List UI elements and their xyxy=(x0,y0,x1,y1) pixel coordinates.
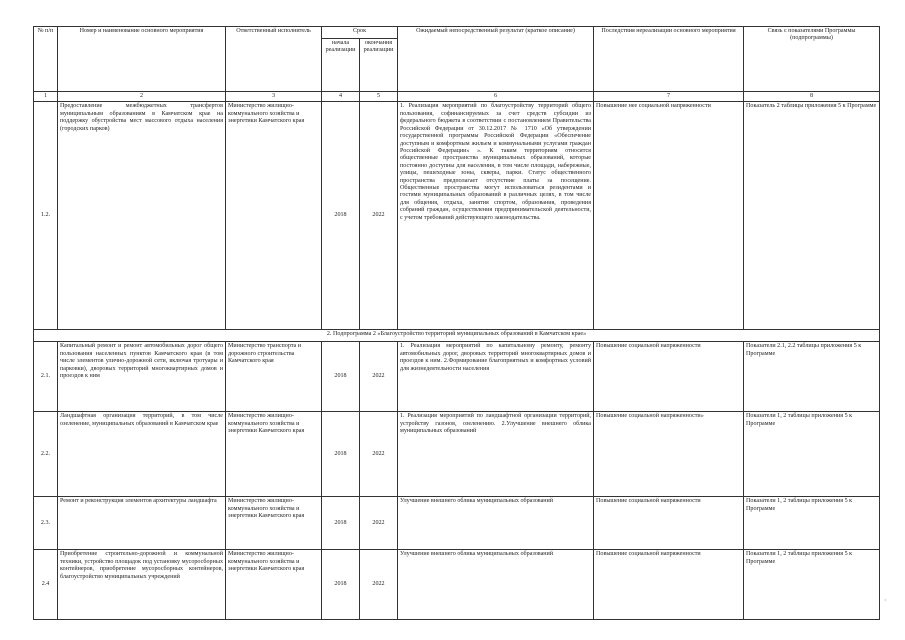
subprogram-row xyxy=(34,330,880,342)
header-term: Срок xyxy=(322,27,398,39)
end-year: 2022 xyxy=(360,342,398,412)
consequences: Повышение нее социальной напряженности xyxy=(594,102,744,330)
start-year: 2018 xyxy=(322,550,360,620)
col-number: 7 xyxy=(594,92,744,102)
row-number: 1.2. xyxy=(34,102,58,330)
executor: Министерство транспорта и дорожного строительства Камчатского края xyxy=(226,342,322,412)
consequences: Повышение социальной напряженности xyxy=(594,497,744,550)
table-row xyxy=(34,342,880,412)
consequences: Повышение социальной напряженности xyxy=(594,550,744,620)
indicator-link: Показатели 1, 2 таблицы приложения 5 к Программе xyxy=(744,550,880,620)
col-number: 4 xyxy=(322,92,360,102)
expected-result: Улучшение внешнего облика муниципальных образований xyxy=(398,497,594,550)
table-row xyxy=(34,102,880,330)
indicator-link: Показатели 1, 2 таблицы приложения 5 к Программе xyxy=(744,497,880,550)
header-consequences: Последствия нереализации основного мероприятия xyxy=(594,27,744,92)
end-year: 2022 xyxy=(360,412,398,497)
header-link: Связь с показателями Программы (подпрограммы) xyxy=(744,27,880,92)
expected-result: 1. Реализация мероприятий по благоустройству территорий общего пользования, софинансируемых за счет средств субсидии из федерального бюджета в соответствии с постановлением Правительства Российской Федерации от 30.12.2017 № 1710 «Об утверждении государственной программы Российской Федерации «Обеспечение доступным и комфортным жильем и коммунальными услугами граждан Российской Федерации» ». К таким территориям относятся общественные пространства муниципальных образований, которые постоянно доступны для населения, в том числе площади, набережные, улицы, пешеходные зоны, скверы, парки. Статус общественного пространства предполагает отсутствие платы за посещение. Общественные пространства могут использоваться резидентами и гостями муниципальных образований в различных целях, в том числе для общения, отдыха, занятия спортом, образования, проведения собраний граждан, осуществления предпринимательской деятельности, с учетом требований действующего законодательства. xyxy=(398,102,594,330)
row-number: 2.2. xyxy=(34,412,58,497)
start-year: 2018 xyxy=(322,412,360,497)
end-year: 2022 xyxy=(360,497,398,550)
header-end: окончания реализации xyxy=(360,39,398,92)
table-row xyxy=(34,412,880,497)
expected-result: Улучшение внешнего облика муниципальных образований xyxy=(398,550,594,620)
col-number: 5 xyxy=(360,92,398,102)
col-number: 3 xyxy=(226,92,322,102)
indicator-link: Показатель 2 таблицы приложения 5 к Программе xyxy=(744,102,880,330)
executor: Министерство жилищно-коммунального хозяйства и энергетики Камчатского края xyxy=(226,102,322,330)
start-year: 2018 xyxy=(322,497,360,550)
activity-name: Ландшафтная организация территорий, в том числе озеленение, муниципальных образований в Камчатском крае xyxy=(58,412,226,497)
column-number-row xyxy=(34,92,880,102)
executor: Министерство жилищно-коммунального хозяйства и энергетики Камчатского края xyxy=(226,497,322,550)
start-year: 2018 xyxy=(322,102,360,330)
row-number: 2.1. xyxy=(34,342,58,412)
col-number: 1 xyxy=(34,92,58,102)
header-row-top xyxy=(34,27,880,39)
header-name: Номер и наименование основного мероприятия xyxy=(58,27,226,92)
indicator-link: Показатели 1, 2 таблицы приложения 5 к Программе xyxy=(744,412,880,497)
executor: Министерство жилищно-коммунального хозяйства и энергетики Камчатского края xyxy=(226,550,322,620)
row-number: 2.3. xyxy=(34,497,58,550)
activities-table xyxy=(33,26,880,620)
end-year: 2022 xyxy=(360,102,398,330)
row-number: 2.4 xyxy=(34,550,58,620)
table-row xyxy=(34,550,880,620)
header-no: № п/п xyxy=(34,27,58,92)
col-number: 8 xyxy=(744,92,880,102)
indicator-link: Показатели 2.1, 2.2 таблицы приложения 5 к Программе xyxy=(744,342,880,412)
activity-name: Предоставление межбюджетных трансфертов муниципальным образованиям в Камчатском крае на поддержку обустройства мест массового отдыха населения (городских парков) xyxy=(58,102,226,330)
expected-result: 1. Реализация мероприятий по ландшафтной организации территорий, устройству газонов, озеленению. 2.Улучшение внешнего облика муниципальных образований xyxy=(398,412,594,497)
executor: Министерство жилищно-коммунального хозяйства и энергетики Камчатского края xyxy=(226,412,322,497)
subprogram-title: 2. Подпрограмма 2 «Благоустройство территорий муниципальных образований в Камчатском крае» xyxy=(34,330,880,342)
header-executor: Ответственный исполнитель xyxy=(226,27,322,92)
consequences: Повышение социальной напряженности xyxy=(594,342,744,412)
header-start: начала реализации xyxy=(322,39,360,92)
program-activities-table-page xyxy=(33,26,879,618)
consequences: Повышение социальной напряженности» xyxy=(594,412,744,497)
table-row xyxy=(34,497,880,550)
col-number: 6 xyxy=(398,92,594,102)
activity-name: Приобретение строительно-дорожной и коммунальной техники, устройство площадок под установку мусоросборных контейнеров, приобретение мусоросборных контейнеров, благоустройство муниципальных учреждений xyxy=(58,550,226,620)
col-number: 2 xyxy=(58,92,226,102)
end-year: 2022 xyxy=(360,550,398,620)
header-result: Ожидаемый непосредственный результат (краткое описание) xyxy=(398,27,594,92)
activity-name: Капитальный ремонт и ремонт автомобильных дорог общего пользования населенных пунктов Камчатского края (в том числе элементов улично-дорожной сети, включая тротуары и парковки), дворовых территорий многоквартирных домов и проездов к ним xyxy=(58,342,226,412)
scan-speck: · xyxy=(884,596,887,605)
activity-name: Ремонт и реконструкция элементов архитектуры ландшафта xyxy=(58,497,226,550)
expected-result: 1. Реализация мероприятий по капитальному ремонту, ремонту автомобильных дорог, дворовых территорий многоквартирных домов и проездов к ним. 2.Формирование благоприятных и комфортных условий для жизнедеятельности населения xyxy=(398,342,594,412)
start-year: 2018 xyxy=(322,342,360,412)
